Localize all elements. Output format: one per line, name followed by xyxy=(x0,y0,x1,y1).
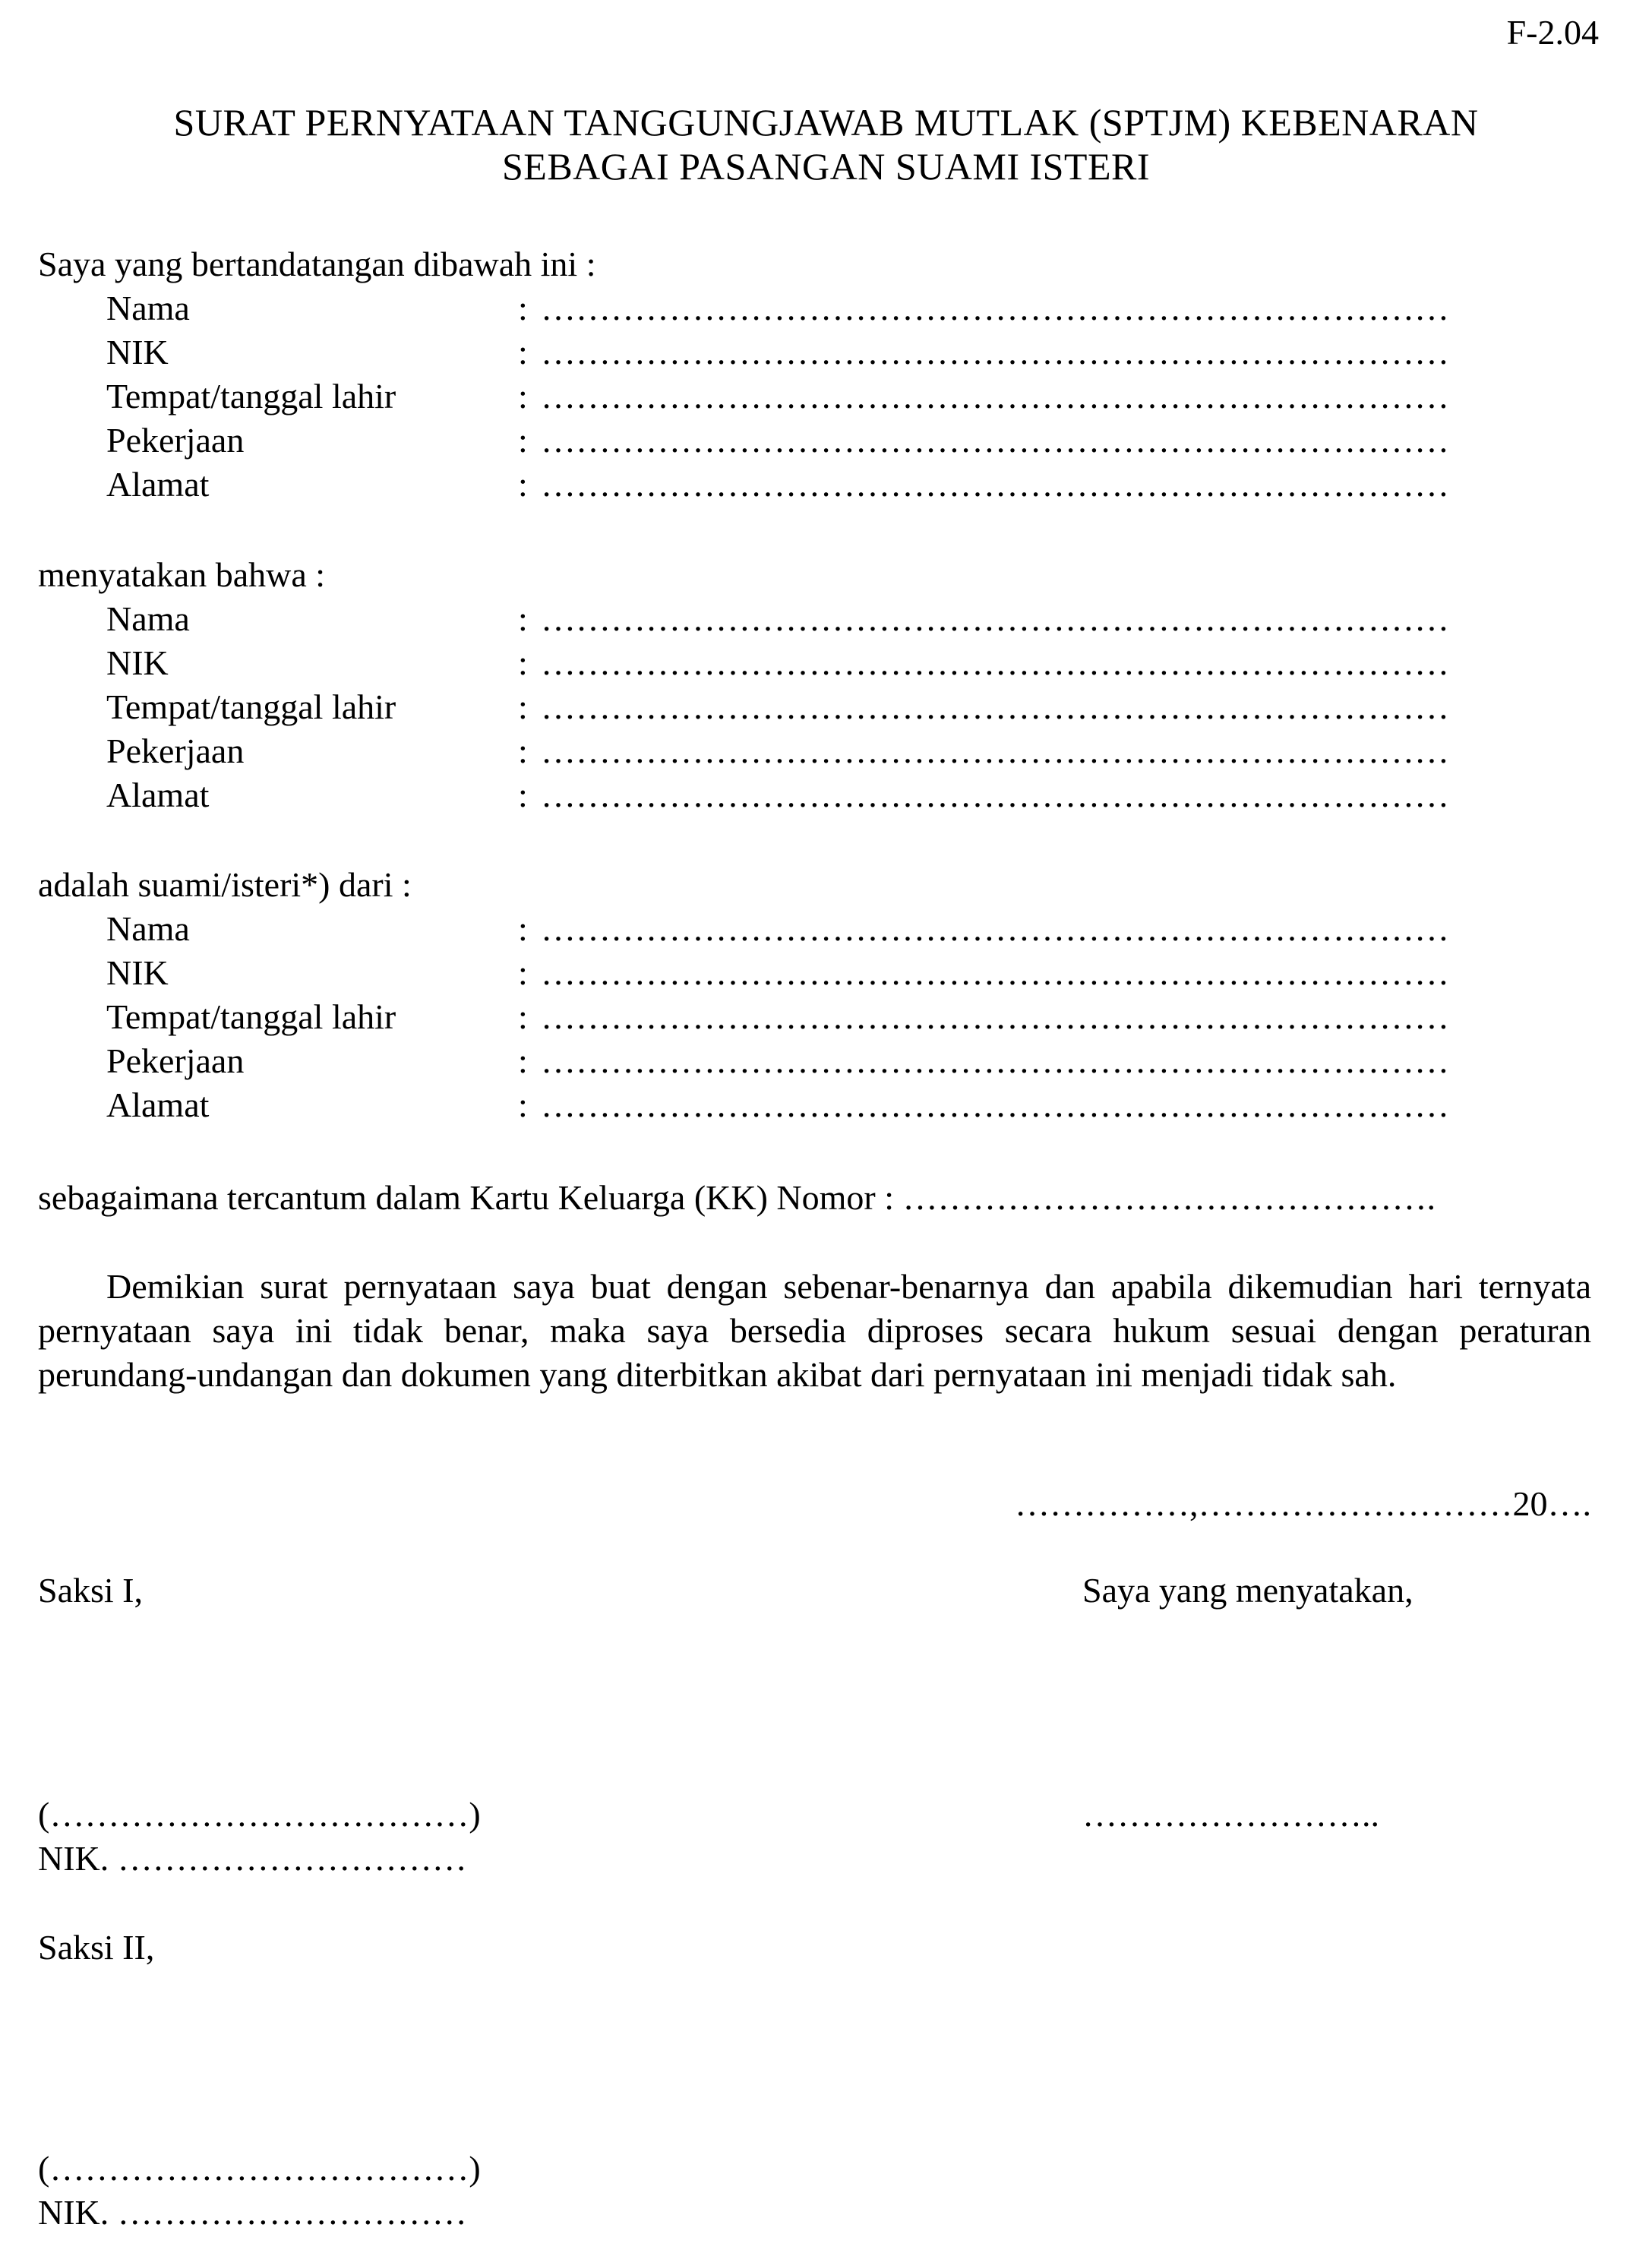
field-colon: : xyxy=(518,776,528,814)
fill-in-dotted-line[interactable]: …………………………………………………………………… xyxy=(541,643,1449,682)
field-label: Alamat xyxy=(106,776,210,814)
field-row-address xyxy=(38,463,1591,507)
field-label: Nama xyxy=(106,909,190,948)
field-label: Tempat/tanggal lahir xyxy=(106,377,396,415)
fill-in-dotted-line[interactable]: …………………………………………………………………… xyxy=(541,731,1449,770)
witness1-label: Saksi I, xyxy=(38,1571,143,1610)
declarant-label: Saya yang menyatakan, xyxy=(1082,1571,1414,1610)
statement-paragraph: Demikian surat pernyataan saya buat dengan sebenar-benarnya dan apabila dikemudian hari ternyata pernyataan saya ini tidak benar, maka saya bersedia diproses secara hukum sesuai dengan peraturan perundang-undangan dan dokumen yang diterbitkan akibat dari pernyataan ini menjadi tidak sah. xyxy=(38,1267,1591,1394)
fill-in-dotted-line[interactable]: …………………………………………………………………… xyxy=(541,421,1449,460)
place-date-line[interactable]: ……………,………………………20…. xyxy=(1015,1484,1591,1523)
section-intro: menyatakan bahwa : xyxy=(38,555,326,594)
field-label: Alamat xyxy=(106,465,210,504)
field-row-job xyxy=(38,729,1591,773)
field-label: NIK xyxy=(106,333,169,371)
fill-in-dotted-line[interactable]: …………………………………………………………………… xyxy=(541,377,1449,415)
witness1-nik-line[interactable]: NIK. ………………………… xyxy=(38,1839,467,1878)
field-label: Nama xyxy=(106,599,190,638)
declarant-section xyxy=(38,242,1591,507)
field-label: Pekerjaan xyxy=(106,1041,245,1080)
document-title xyxy=(0,100,1652,188)
field-colon: : xyxy=(518,953,528,992)
fill-in-dotted-line[interactable]: …………………………………………………………………… xyxy=(541,997,1449,1036)
field-colon: : xyxy=(518,1085,528,1124)
fill-in-dotted-line[interactable]: …………………………………………………………………… xyxy=(541,289,1449,327)
field-colon: : xyxy=(518,997,528,1036)
fill-in-dotted-line[interactable]: …………………………………………………………………… xyxy=(541,599,1449,638)
field-label: NIK xyxy=(106,953,169,992)
field-colon: : xyxy=(518,465,528,504)
field-colon: : xyxy=(518,643,528,682)
fill-in-dotted-line[interactable]: …………………………………………………………………… xyxy=(541,465,1449,504)
field-row-nik xyxy=(38,951,1591,995)
field-label: Alamat xyxy=(106,1085,210,1124)
field-row-nama xyxy=(38,907,1591,951)
field-row-birth xyxy=(38,685,1591,729)
field-row-job xyxy=(38,419,1591,463)
field-label: Tempat/tanggal lahir xyxy=(106,687,396,726)
field-colon: : xyxy=(518,687,528,726)
field-row-nama xyxy=(38,597,1591,641)
fill-in-dotted-line[interactable]: …………………………………………………………………… xyxy=(541,333,1449,371)
fill-in-dotted-line[interactable]: …………………………………………………………………… xyxy=(541,1085,1449,1124)
fill-in-dotted-line[interactable]: …………………………………………………………………… xyxy=(541,687,1449,726)
fill-in-dotted-line[interactable]: …………………………………………………………………… xyxy=(541,776,1449,814)
section-intro: adalah suami/isteri*) dari : xyxy=(38,865,412,904)
field-colon: : xyxy=(518,1041,528,1080)
witness2-name-line[interactable]: (………………………………) xyxy=(38,2149,481,2188)
field-row-job xyxy=(38,1039,1591,1083)
fill-in-dotted-line[interactable]: …………………………………………………………………… xyxy=(541,1041,1449,1080)
field-row-address xyxy=(38,1083,1591,1127)
field-row-nik xyxy=(38,641,1591,685)
partner-section xyxy=(38,863,1591,1127)
field-label: Tempat/tanggal lahir xyxy=(106,997,396,1036)
fill-in-dotted-line[interactable]: …………………………………………………………………… xyxy=(541,909,1449,948)
field-colon: : xyxy=(518,289,528,327)
witness2-label: Saksi II, xyxy=(38,1928,155,1967)
field-colon: : xyxy=(518,599,528,638)
witness1-name-line[interactable]: (………………………………) xyxy=(38,1795,481,1834)
form-code: F-2.04 xyxy=(1506,13,1599,52)
field-row-birth xyxy=(38,995,1591,1039)
field-row-nik xyxy=(38,330,1591,374)
section-intro: Saya yang bertandatangan dibawah ini : xyxy=(38,245,596,283)
field-row-birth xyxy=(38,374,1591,419)
title-line-1: SURAT PERNYATAAN TANGGUNGJAWAB MUTLAK (SPTJM) KEBENARAN xyxy=(173,101,1479,144)
field-colon: : xyxy=(518,377,528,415)
kk-number-line[interactable]: sebagaimana tercantum dalam Kartu Keluarga (KK) Nomor : ………………………………………. xyxy=(38,1178,1436,1217)
witness2-nik-line[interactable]: NIK. ………………………… xyxy=(38,2193,467,2232)
fill-in-dotted-line[interactable]: …………………………………………………………………… xyxy=(541,953,1449,992)
title-line-2: SEBAGAI PASANGAN SUAMI ISTERI xyxy=(501,145,1151,188)
field-colon: : xyxy=(518,421,528,460)
declarant-name-line[interactable]: …………………….. xyxy=(1082,1795,1379,1834)
field-label: Nama xyxy=(106,289,190,327)
field-label: NIK xyxy=(106,643,169,682)
field-label: Pekerjaan xyxy=(106,731,245,770)
field-colon: : xyxy=(518,333,528,371)
field-row-address xyxy=(38,773,1591,817)
field-row-nama xyxy=(38,286,1591,330)
spouse-section xyxy=(38,553,1591,817)
field-label: Pekerjaan xyxy=(106,421,245,460)
field-colon: : xyxy=(518,731,528,770)
field-colon: : xyxy=(518,909,528,948)
